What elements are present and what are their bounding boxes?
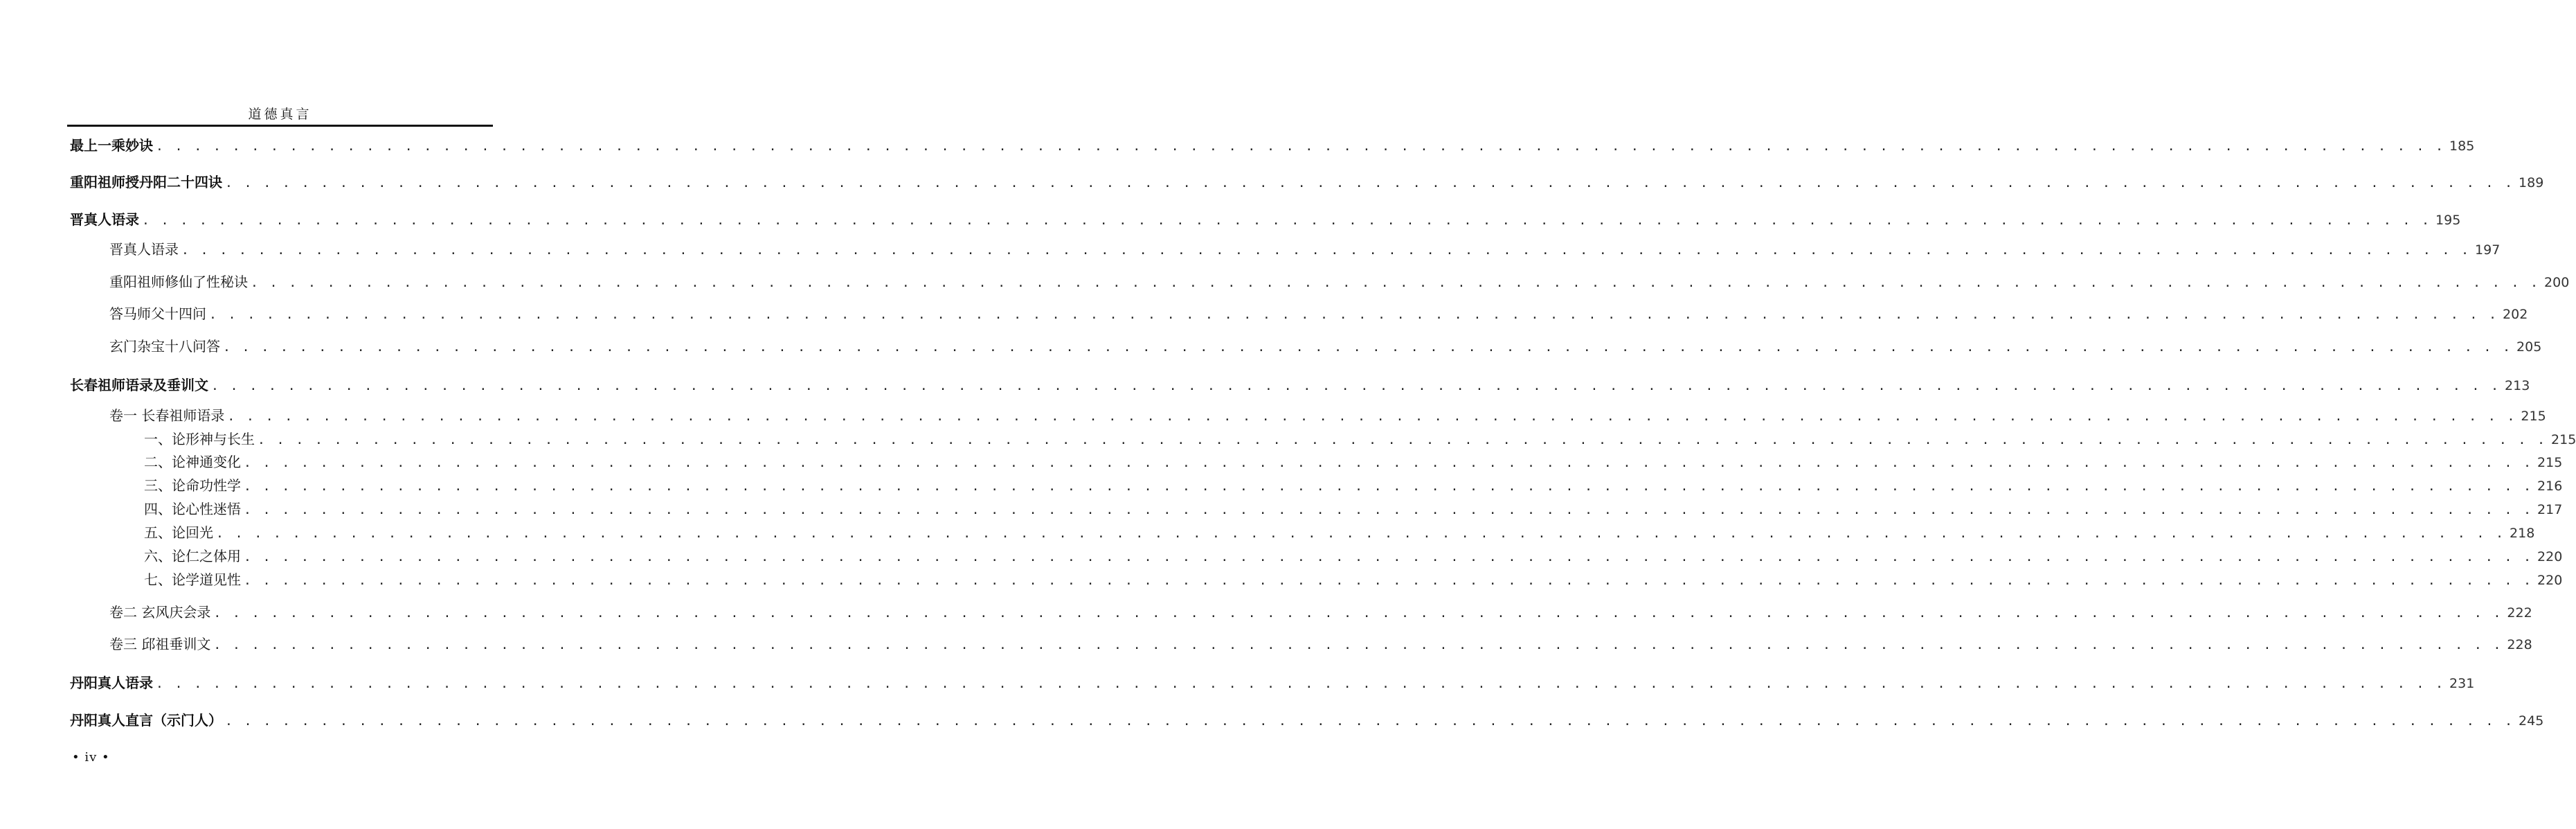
dot-leader: . . . . . . . . . . . . . . . . . . . . . . . . . . . . . . . . . . . . . . . . . . . . . . . . . . . . . . . . . . . . . . . . . . . . . . . . . . . . . . . . . . . . . . . . . . . . . . . . . . . . . . . . . . . . . . . . . . . . . . . . [181, 243, 2471, 258]
dot-leader: . . . . . . . . . . . . . . . . . . . . . . . . . . . . . . . . . . . . . . . . . . . . . . . . . . . . . . . . . . . . . . . . . . . . . . . . . . . . . . . . . . . . . . . . . . . . . . . . . . . . . . . . . . . . . . . . . . . . . . . . [244, 503, 2534, 517]
toc-entry-page: 231 [2449, 676, 2475, 691]
toc-entry-title: 重阳祖师授丹阳二十四诀 [70, 174, 222, 190]
toc-entry[interactable] [0, 336, 2542, 357]
dot-leader: . . . . . . . . . . . . . . . . . . . . . . . . . . . . . . . . . . . . . . . . . . . . . . . . . . . . . . . . . . . . . . . . . . . . . . . . . . . . . . . . . . . . . . . . . . . . . . . . . . . . . . . . . . . . . . . . . . . . . . . . [227, 409, 2517, 424]
running-header: 道德真言 [248, 107, 312, 122]
toc-entry-page: 213 [2505, 378, 2530, 393]
toc-entry[interactable] [0, 569, 2563, 590]
toc-entry-page: 200 [2544, 275, 2570, 290]
toc-entry-page: 215 [2537, 455, 2563, 470]
toc-entry-title: 三、论命功性学 [144, 477, 241, 494]
dot-leader: . . . . . . . . . . . . . . . . . . . . . . . . . . . . . . . . . . . . . . . . . . . . . . . . . . . . . . . . . . . . . . . . . . . . . . . . . . . . . . . . . . . . . . . . . . . . . . . . . . . . . . . . . . . . . . . . . . . . . . . . [213, 638, 2503, 652]
toc-entry-title: 玄门杂宝十八问答 [109, 338, 220, 355]
toc-entry[interactable] [0, 209, 2461, 230]
dot-leader: . . . . . . . . . . . . . . . . . . . . . . . . . . . . . . . . . . . . . . . . . . . . . . . . . . . . . . . . . . . . . . . . . . . . . . . . . . . . . . . . . . . . . . . . . . . . . . . . . . . . . . . . . . . . . . . . . . . . . . . . [244, 573, 2534, 588]
dot-leader: . . . . . . . . . . . . . . . . . . . . . . . . . . . . . . . . . . . . . . . . . . . . . . . . . . . . . . . . . . . . . . . . . . . . . . . . . . . . . . . . . . . . . . . . . . . . . . . . . . . . . . . . . . . . . . . . . . . . . . . . [244, 456, 2534, 470]
toc-entry-page: 217 [2537, 502, 2563, 517]
toc-entry-page: 220 [2537, 573, 2563, 588]
dot-leader: . . . . . . . . . . . . . . . . . . . . . . . . . . . . . . . . . . . . . . . . . . . . . . . . . . . . . . . . . . . . . . . . . . . . . . . . . . . . . . . . . . . . . . . . . . . . . . . . . . . . . . . . . . . . . . . . . . . . . . . . [213, 606, 2503, 621]
toc-entry-title: 一、论形神与长生 [144, 431, 255, 447]
toc-entry-page: 228 [2507, 637, 2532, 652]
toc-entry-page: 220 [2537, 549, 2563, 564]
toc-entry-title: 四、论心性迷悟 [144, 501, 241, 517]
toc-entry-page: 215 [2551, 432, 2576, 447]
dot-leader: . . . . . . . . . . . . . . . . . . . . . . . . . . . . . . . . . . . . . . . . . . . . . . . . . . . . . . . . . . . . . . . . . . . . . . . . . . . . . . . . . . . . . . . . . . . . . . . . . . . . . . . . . . . . . . . . . . . . . . . . [225, 714, 2515, 729]
toc-entry[interactable] [0, 239, 2501, 260]
toc-entry[interactable] [0, 172, 2544, 193]
toc-entry[interactable] [0, 710, 2544, 731]
toc-entry-title: 五、论回光 [144, 524, 213, 541]
toc-entry-title: 答马师父十四问 [109, 305, 206, 322]
dot-leader: . . . . . . . . . . . . . . . . . . . . . . . . . . . . . . . . . . . . . . . . . . . . . . . . . . . . . . . . . . . . . . . . . . . . . . . . . . . . . . . . . . . . . . . . . . . . . . . . . . . . . . . . . . . . . . . . . . . . . . . . [142, 213, 2432, 228]
dot-leader: . . . . . . . . . . . . . . . . . . . . . . . . . . . . . . . . . . . . . . . . . . . . . . . . . . . . . . . . . . . . . . . . . . . . . . . . . . . . . . . . . . . . . . . . . . . . . . . . . . . . . . . . . . . . . . . . . . . . . . . . [223, 340, 2513, 355]
dot-leader: . . . . . . . . . . . . . . . . . . . . . . . . . . . . . . . . . . . . . . . . . . . . . . . . . . . . . . . . . . . . . . . . . . . . . . . . . . . . . . . . . . . . . . . . . . . . . . . . . . . . . . . . . . . . . . . . . . . . . . . . [211, 379, 2501, 393]
dot-leader: . . . . . . . . . . . . . . . . . . . . . . . . . . . . . . . . . . . . . . . . . . . . . . . . . . . . . . . . . . . . . . . . . . . . . . . . . . . . . . . . . . . . . . . . . . . . . . . . . . . . . . . . . . . . . . . . . . . . . . . . [156, 139, 2446, 154]
toc-entry-title: 丹阳真人直言（示门人） [70, 712, 222, 729]
toc-entry[interactable] [0, 499, 2563, 519]
toc-entry-page: 202 [2503, 307, 2528, 322]
toc-entry-page: 195 [2435, 213, 2461, 228]
toc-entry-title: 六、论仁之体用 [144, 548, 241, 564]
dot-leader: . . . . . . . . . . . . . . . . . . . . . . . . . . . . . . . . . . . . . . . . . . . . . . . . . . . . . . . . . . . . . . . . . . . . . . . . . . . . . . . . . . . . . . . . . . . . . . . . . . . . . . . . . . . . . . . . . . . . . . . . [251, 276, 2541, 290]
toc-entry[interactable] [0, 475, 2563, 496]
toc-entry[interactable] [0, 452, 2563, 472]
toc-entry-title: 晋真人语录 [109, 241, 179, 258]
toc-entry-title: 卷一 长春祖师语录 [109, 407, 225, 424]
toc-entry-title: 最上一乘妙诀 [70, 137, 153, 154]
dot-leader: . . . . . . . . . . . . . . . . . . . . . . . . . . . . . . . . . . . . . . . . . . . . . . . . . . . . . . . . . . . . . . . . . . . . . . . . . . . . . . . . . . . . . . . . . . . . . . . . . . . . . . . . . . . . . . . . . . . . . . . . [225, 176, 2515, 190]
toc-entry-page: 218 [2510, 526, 2535, 541]
toc-entry[interactable] [0, 634, 2532, 654]
toc-entry-title: 七、论学道见性 [144, 571, 241, 588]
toc-entry[interactable] [0, 135, 2475, 156]
toc-entry-title: 晋真人语录 [70, 211, 139, 228]
toc-entry[interactable] [0, 405, 2546, 426]
toc-entry-page: 216 [2537, 479, 2563, 494]
toc-entry-page: 245 [2519, 713, 2544, 729]
dot-leader: . . . . . . . . . . . . . . . . . . . . . . . . . . . . . . . . . . . . . . . . . . . . . . . . . . . . . . . . . . . . . . . . . . . . . . . . . . . . . . . . . . . . . . . . . . . . . . . . . . . . . . . . . . . . . . . . . . . . . . . . [244, 479, 2534, 494]
toc-entry-title: 长春祖师语录及垂训文 [70, 377, 208, 393]
toc-entry-title: 卷二 玄风庆会录 [109, 604, 211, 621]
toc-entry[interactable] [0, 303, 2528, 324]
toc-entry[interactable] [0, 271, 2570, 292]
dot-leader: . . . . . . . . . . . . . . . . . . . . . . . . . . . . . . . . . . . . . . . . . . . . . . . . . . . . . . . . . . . . . . . . . . . . . . . . . . . . . . . . . . . . . . . . . . . . . . . . . . . . . . . . . . . . . . . . . . . . . . . . [244, 550, 2534, 564]
page-number: • iv • [72, 750, 110, 765]
dot-leader: . . . . . . . . . . . . . . . . . . . . . . . . . . . . . . . . . . . . . . . . . . . . . . . . . . . . . . . . . . . . . . . . . . . . . . . . . . . . . . . . . . . . . . . . . . . . . . . . . . . . . . . . . . . . . . . . . . . . . . . . [216, 526, 2506, 541]
toc-entry-page: 197 [2475, 242, 2501, 258]
toc-entry[interactable] [0, 546, 2563, 567]
toc-entry-page: 222 [2507, 605, 2532, 621]
dot-leader: . . . . . . . . . . . . . . . . . . . . . . . . . . . . . . . . . . . . . . . . . . . . . . . . . . . . . . . . . . . . . . . . . . . . . . . . . . . . . . . . . . . . . . . . . . . . . . . . . . . . . . . . . . . . . . . . . . . . . . . . [156, 677, 2446, 691]
toc-entry[interactable] [0, 602, 2532, 623]
toc-entry[interactable] [0, 672, 2475, 693]
toc-entry[interactable] [0, 429, 2576, 449]
toc-entry-title: 卷三 邱祖垂训文 [109, 636, 211, 652]
toc-entry-page: 185 [2449, 139, 2475, 154]
toc-entry-title: 二、论神通变化 [144, 454, 241, 470]
toc-entry-title: 丹阳真人语录 [70, 675, 153, 691]
dot-leader: . . . . . . . . . . . . . . . . . . . . . . . . . . . . . . . . . . . . . . . . . . . . . . . . . . . . . . . . . . . . . . . . . . . . . . . . . . . . . . . . . . . . . . . . . . . . . . . . . . . . . . . . . . . . . . . . . . . . . . . . [258, 433, 2548, 447]
toc-entry-title: 重阳祖师修仙了性秘诀 [109, 274, 248, 290]
dot-leader: . . . . . . . . . . . . . . . . . . . . . . . . . . . . . . . . . . . . . . . . . . . . . . . . . . . . . . . . . . . . . . . . . . . . . . . . . . . . . . . . . . . . . . . . . . . . . . . . . . . . . . . . . . . . . . . . . . . . . . . . [209, 307, 2499, 322]
toc-entry-page: 189 [2519, 175, 2544, 190]
toc-entry[interactable] [0, 375, 2530, 395]
toc-entry-page: 205 [2516, 339, 2542, 355]
toc-entry-page: 215 [2521, 409, 2546, 424]
header-rule [67, 125, 493, 127]
toc-entry[interactable] [0, 522, 2535, 543]
